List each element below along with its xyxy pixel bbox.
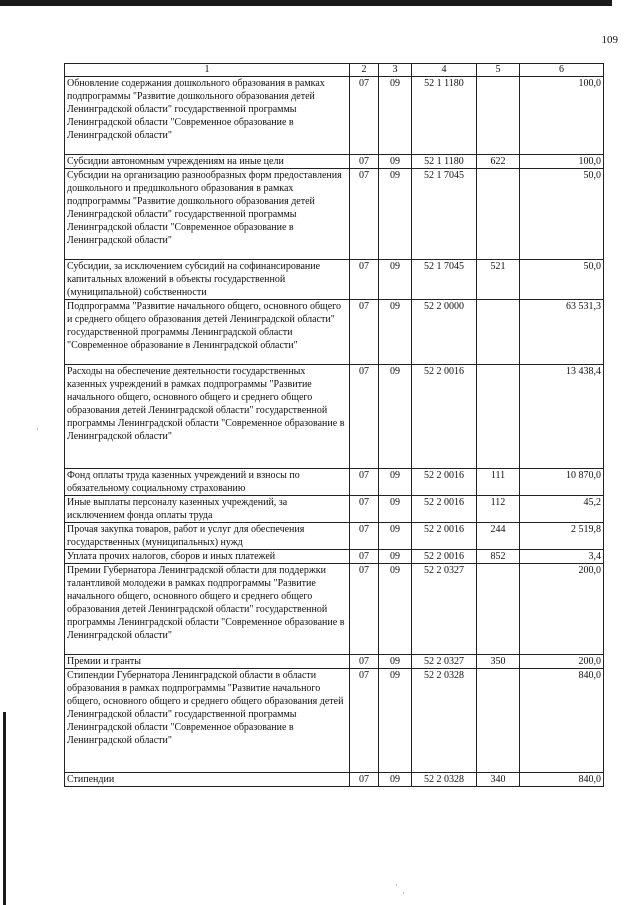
table-row: [65, 300, 604, 365]
row-description: Стипендии: [65, 773, 350, 787]
table-row: [65, 496, 604, 523]
column-header: 1: [65, 64, 350, 77]
table-row: [65, 550, 604, 564]
amount-value: 200,0: [520, 564, 604, 655]
table-row: [65, 655, 604, 669]
expense-type-code: 350: [477, 655, 520, 669]
row-description: Подпрограмма "Развитие начального общего, основного общего и среднего общего образования детей Ленинградской области" государственной программы Ленинградской области "Современное образование в Ленинградской области": [65, 300, 350, 365]
subsection-code: 09: [379, 469, 412, 496]
table-row: [65, 155, 604, 169]
expense-type-code: 340: [477, 773, 520, 787]
section-code: 07: [350, 550, 379, 564]
scan-speck: ·: [395, 880, 398, 890]
scan-speck: ·: [402, 888, 405, 898]
target-article-code: 52 1 1180: [412, 155, 477, 169]
target-article-code: 52 2 0016: [412, 469, 477, 496]
subsection-code: 09: [379, 523, 412, 550]
row-description: Субсидии на организацию разнообразных форм предоставления дошкольного и предшкольного образования в рамках подпрограммы "Развитие дошкольного образования детей Ленинградской области" государственной программы Ленинградской области "Современное образование в Ленинградской области": [65, 169, 350, 260]
amount-value: 840,0: [520, 773, 604, 787]
row-description: Расходы на обеспечение деятельности государственных казенных учреждений в рамках подпрограммы "Развитие начального общего, основного общего и среднего общего образования детей Ленинградской области" государственной программы Ленинградской области "Современное образование в Ленинградской области": [65, 365, 350, 469]
subsection-code: 09: [379, 260, 412, 300]
amount-value: 50,0: [520, 260, 604, 300]
section-code: 07: [350, 496, 379, 523]
expense-type-code: [477, 669, 520, 773]
expense-type-code: [477, 564, 520, 655]
row-description: Прочая закупка товаров, работ и услуг для обеспечения государственных (муниципальных) нужд: [65, 523, 350, 550]
amount-value: 200,0: [520, 655, 604, 669]
subsection-code: 09: [379, 365, 412, 469]
subsection-code: 09: [379, 169, 412, 260]
amount-value: 3,4: [520, 550, 604, 564]
subsection-code: 09: [379, 77, 412, 155]
target-article-code: 52 2 0016: [412, 496, 477, 523]
target-article-code: 52 2 0328: [412, 773, 477, 787]
row-description: Обновление содержания дошкольного образования в рамках подпрограммы "Развитие дошкольного образования детей Ленинградской области" государственной программы Ленинградской области "Современное образование в Ленинградской области": [65, 77, 350, 155]
section-code: 07: [350, 155, 379, 169]
budget-table: [64, 63, 604, 787]
section-code: 07: [350, 365, 379, 469]
section-code: 07: [350, 260, 379, 300]
subsection-code: 09: [379, 300, 412, 365]
table-row: [65, 260, 604, 300]
table-row: [65, 669, 604, 773]
target-article-code: 52 2 0327: [412, 655, 477, 669]
subsection-code: 09: [379, 564, 412, 655]
column-header: 2: [350, 64, 379, 77]
target-article-code: 52 2 0016: [412, 523, 477, 550]
amount-value: 840,0: [520, 669, 604, 773]
section-code: 07: [350, 773, 379, 787]
amount-value: 13 438,4: [520, 365, 604, 469]
expense-type-code: 111: [477, 469, 520, 496]
top-scan-border: [0, 0, 612, 6]
expense-type-code: 852: [477, 550, 520, 564]
target-article-code: 52 1 7045: [412, 169, 477, 260]
amount-value: 50,0: [520, 169, 604, 260]
subsection-code: 09: [379, 773, 412, 787]
table-row: [65, 365, 604, 469]
amount-value: 2 519,8: [520, 523, 604, 550]
subsection-code: 09: [379, 155, 412, 169]
amount-value: 100,0: [520, 77, 604, 155]
table-row: [65, 469, 604, 496]
table-header-row: [65, 64, 604, 77]
subsection-code: 09: [379, 655, 412, 669]
amount-value: 63 531,3: [520, 300, 604, 365]
amount-value: 100,0: [520, 155, 604, 169]
row-description: Субсидии автономным учреждениям на иные цели: [65, 155, 350, 169]
expense-type-code: 244: [477, 523, 520, 550]
section-code: 07: [350, 300, 379, 365]
row-description: Премии и гранты: [65, 655, 350, 669]
expense-type-code: [477, 300, 520, 365]
expense-type-code: [477, 77, 520, 155]
expense-type-code: 521: [477, 260, 520, 300]
target-article-code: 52 2 0016: [412, 365, 477, 469]
expense-type-code: [477, 365, 520, 469]
subsection-code: 09: [379, 550, 412, 564]
row-description: Субсидии, за исключением субсидий на софинансирование капитальных вложений в объекты государственной (муниципальной) собственности: [65, 260, 350, 300]
column-header: 5: [477, 64, 520, 77]
section-code: 07: [350, 169, 379, 260]
target-article-code: 52 2 0327: [412, 564, 477, 655]
section-code: 07: [350, 523, 379, 550]
page-number: 109: [601, 34, 618, 46]
expense-type-code: 112: [477, 496, 520, 523]
subsection-code: 09: [379, 669, 412, 773]
target-article-code: 52 1 7045: [412, 260, 477, 300]
table-row: [65, 169, 604, 260]
column-header: 6: [520, 64, 604, 77]
section-code: 07: [350, 655, 379, 669]
amount-value: 45,2: [520, 496, 604, 523]
left-scan-mark: [3, 712, 6, 905]
section-code: 07: [350, 669, 379, 773]
section-code: 07: [350, 77, 379, 155]
table-row: [65, 564, 604, 655]
column-header: 4: [412, 64, 477, 77]
column-header: 3: [379, 64, 412, 77]
row-description: Стипендии Губернатора Ленинградской области в области образования в рамках подпрограммы "Развитие начального общего, основного общего и среднего общего образования детей Ленинградской области" государственной программы Ленинградской области "Современное образование в Ленинградской области": [65, 669, 350, 773]
table-row: [65, 773, 604, 787]
section-code: 07: [350, 564, 379, 655]
row-description: Премии Губернатора Ленинградской области для поддержки талантливой молодежи в рамках подпрограммы "Развитие начального общего, основного общего и среднего общего образования детей Ленинградской области" государственной программы Ленинградской области "Современное образование в Ленинградской области": [65, 564, 350, 655]
section-code: 07: [350, 469, 379, 496]
amount-value: 10 870,0: [520, 469, 604, 496]
expense-type-code: [477, 169, 520, 260]
table-row: [65, 523, 604, 550]
expense-type-code: 622: [477, 155, 520, 169]
target-article-code: 52 2 0328: [412, 669, 477, 773]
table-row: [65, 77, 604, 155]
row-description: Иные выплаты персоналу казенных учреждений, за исключением фонда оплаты труда: [65, 496, 350, 523]
subsection-code: 09: [379, 496, 412, 523]
target-article-code: 52 2 0016: [412, 550, 477, 564]
row-description: Уплата прочих налогов, сборов и иных платежей: [65, 550, 350, 564]
target-article-code: 52 1 1180: [412, 77, 477, 155]
row-description: Фонд оплаты труда казенных учреждений и взносы по обязательному социальному страхованию: [65, 469, 350, 496]
target-article-code: 52 2 0000: [412, 300, 477, 365]
scan-speck: ·: [36, 424, 39, 434]
